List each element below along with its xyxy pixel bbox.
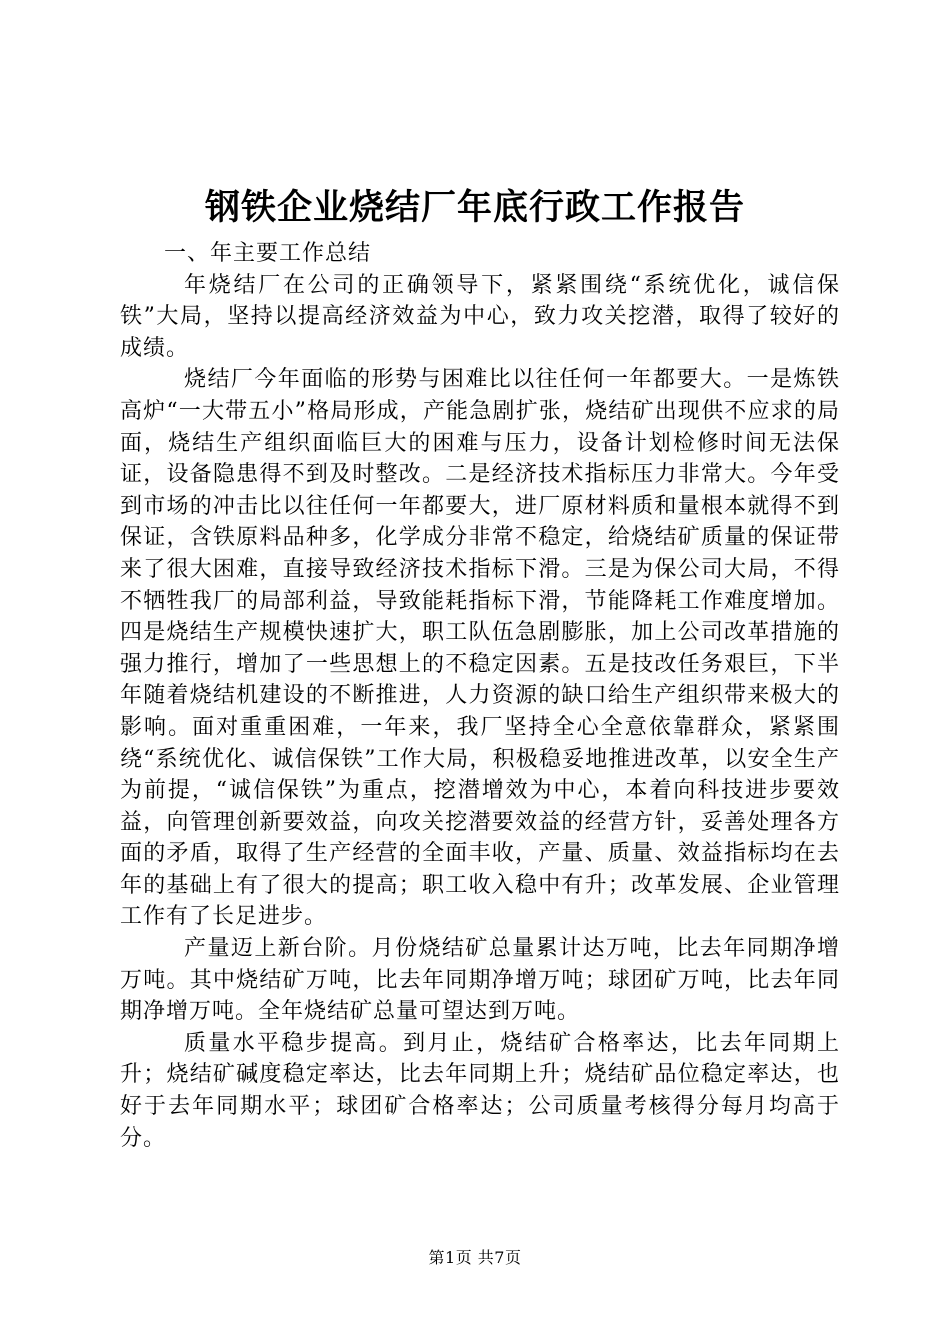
document-body <box>120 238 840 1154</box>
paragraph-quality: 质量水平稳步提高。到月止，烧结矿合格率达，比去年同期上升；烧结矿碱度稳定率达，比去年同期上升；烧结矿品位稳定率达，也好于去年同期水平；球团矿合格率达；公司质量考核得分每月均高于分。 <box>120 1030 840 1151</box>
page-number-footer: 第1页 共7页 <box>428 1248 522 1267</box>
paragraph-output: 产量迈上新台阶。月份烧结矿总量累计达万吨，比去年同期净增万吨。其中烧结矿万吨，比去年同期净增万吨；球团矿万吨，比去年同期净增万吨。全年烧结矿总量可望达到万吨。 <box>120 936 840 1025</box>
section-heading: 一、年主要工作总结 <box>164 241 372 266</box>
document-title: 钢铁企业烧结厂年底行政工作报告 <box>204 187 745 228</box>
paragraph-challenges: 烧结厂今年面临的形势与困难比以往任何一年都要大。一是炼铁高炉“一大带五小”格局形成，产能急剧扩张，烧结矿出现供不应求的局面，烧结生产组织面临巨大的困难与压力，设备计划检修时间无法保证，设备隐患得不到及时整改。二是经济技术指标压力非常大。今年受到市场的冲击比以往任何一年都要大，进厂原材料质和量根本就得不到保证，含铁原料品种多，化学成分非常不稳定，给烧结矿质量的保证带来了很大困难，直接导致经济技术指标下滑。三是为保公司大局，不得不牺牲我厂的局部利益，导致能耗指标下滑，节能降耗工作难度增加。四是烧结生产规模快速扩大，职工队伍急剧膨胀，加上公司改革措施的强力推行，增加了一些思想上的不稳定因素。五是技改任务艰巨，下半年随着烧结机建设的不断推进，人力资源的缺口给生产组织带来极大的影响。面对重重困难，一年来，我厂坚持全心全意依靠群众，紧紧围绕“系统优化、诚信保铁”工作大局，积极稳妥地推进改革，以安全生产为前提，“诚信保铁”为重点，挖潜增效为中心，本着向科技进步要效益，向管理创新要效益，向攻关挖潜要效益的经营方针，妥善处理各方面的矛盾，取得了生产经营的全面丰收，产量、质量、效益指标均在去年的基础上有了很大的提高；职工收入稳中有升；改革发展、企业管理工作有了长足进步。 <box>120 367 840 930</box>
paragraph-intro: 年烧结厂在公司的正确领导下，紧紧围绕“系统优化，诚信保铁”大局，坚持以提高经济效益为中心，致力攻关挖潜，取得了较好的成绩。 <box>120 272 840 361</box>
